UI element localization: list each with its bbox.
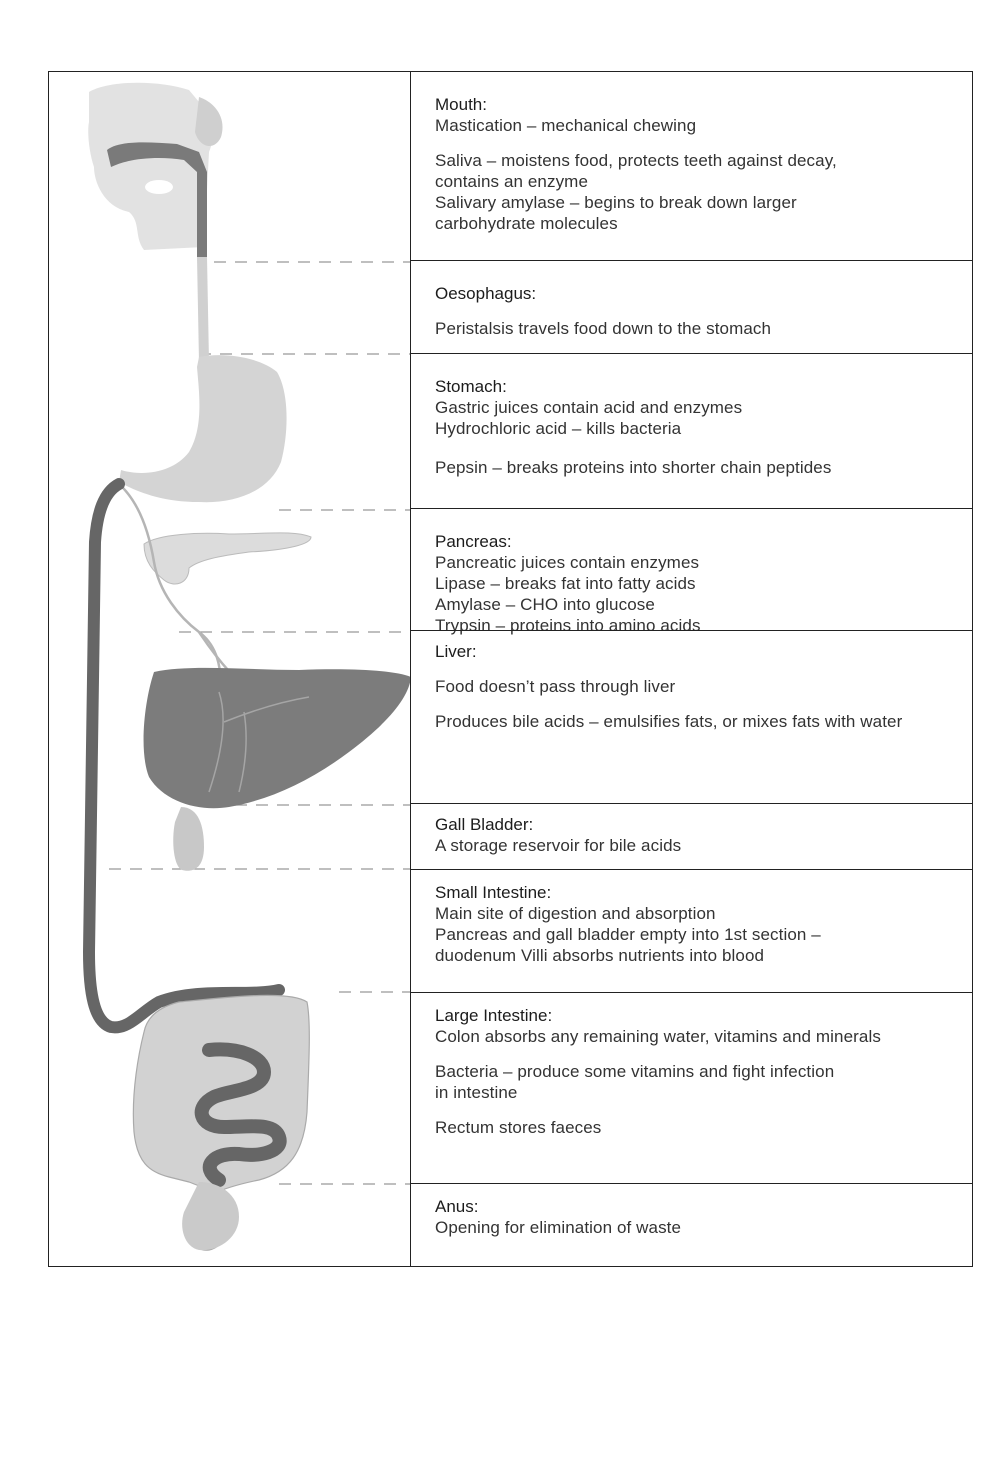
section-large-intestine — [411, 992, 972, 1183]
section-line: Mastication – mechanical chewing — [435, 116, 697, 135]
section-title: Gall Bladder: — [435, 815, 534, 834]
section-title: Liver: — [435, 642, 477, 661]
section-line: Pancreas and gall bladder empty into 1st section – — [435, 925, 821, 944]
section-line: Hydrochloric acid – kills bacteria — [435, 419, 682, 438]
section-gall-bladder — [411, 803, 972, 869]
pancreas-shape — [144, 533, 311, 584]
gall-bladder-shape — [173, 807, 204, 871]
section-line: Main site of digestion and absorption — [435, 904, 716, 923]
section-line: in intestine — [435, 1083, 518, 1102]
section-line: Amylase – CHO into glucose — [435, 595, 655, 614]
digestive-system-table — [48, 71, 974, 1267]
section-line: Pepsin – breaks proteins into shorter chain peptides — [435, 458, 832, 477]
section-line: carbohydrate molecules — [435, 214, 618, 233]
section-title: Small Intestine: — [435, 883, 552, 902]
section-line: A storage reservoir for bile acids — [435, 836, 682, 855]
liver-shape — [144, 668, 411, 808]
section-line: contains an enzyme — [435, 172, 588, 191]
section-title: Stomach: — [435, 377, 507, 396]
stomach-shape — [119, 355, 287, 502]
section-title: Oesophagus: — [435, 284, 537, 303]
section-stomach — [411, 353, 972, 508]
section-line: Peristalsis travels food down to the stomach — [435, 319, 772, 338]
section-line: duodenum Villi absorbs nutrients into blood — [435, 946, 765, 965]
section-line: Pancreatic juices contain enzymes — [435, 553, 700, 572]
section-title: Mouth: — [435, 95, 487, 114]
section-pancreas — [411, 508, 972, 635]
section-line: Lipase – breaks fat into fatty acids — [435, 574, 696, 593]
section-line: Rectum stores faeces — [435, 1118, 602, 1137]
section-line: Saliva – moistens food, protects teeth against decay, — [435, 151, 837, 170]
section-line: Colon absorbs any remaining water, vitamins and minerals — [435, 1027, 881, 1046]
section-title: Pancreas: — [435, 532, 512, 551]
section-title: Anus: — [435, 1197, 479, 1216]
section-title: Large Intestine: — [435, 1006, 553, 1025]
section-mouth — [411, 72, 972, 260]
section-line: Bacteria – produce some vitamins and fight infection — [435, 1062, 835, 1081]
section-line: Opening for elimination of waste — [435, 1218, 682, 1237]
digestive-tract-illustration — [48, 71, 412, 1267]
section-line: Gastric juices contain acid and enzymes — [435, 398, 743, 417]
section-liver — [411, 630, 972, 803]
digestive-tract-drawing — [49, 72, 411, 1266]
organ-descriptions — [410, 71, 973, 1267]
section-oesophagus — [411, 260, 972, 353]
section-line: Trypsin – proteins into amino acids — [435, 616, 701, 635]
section-anus — [411, 1183, 972, 1266]
section-line: Salivary amylase – begins to break down larger — [435, 193, 797, 212]
section-small-intestine — [411, 869, 972, 992]
section-line: Food doesn’t pass through liver — [435, 677, 676, 696]
section-line: Produces bile acids – emulsifies fats, or mixes fats with water — [435, 712, 903, 731]
